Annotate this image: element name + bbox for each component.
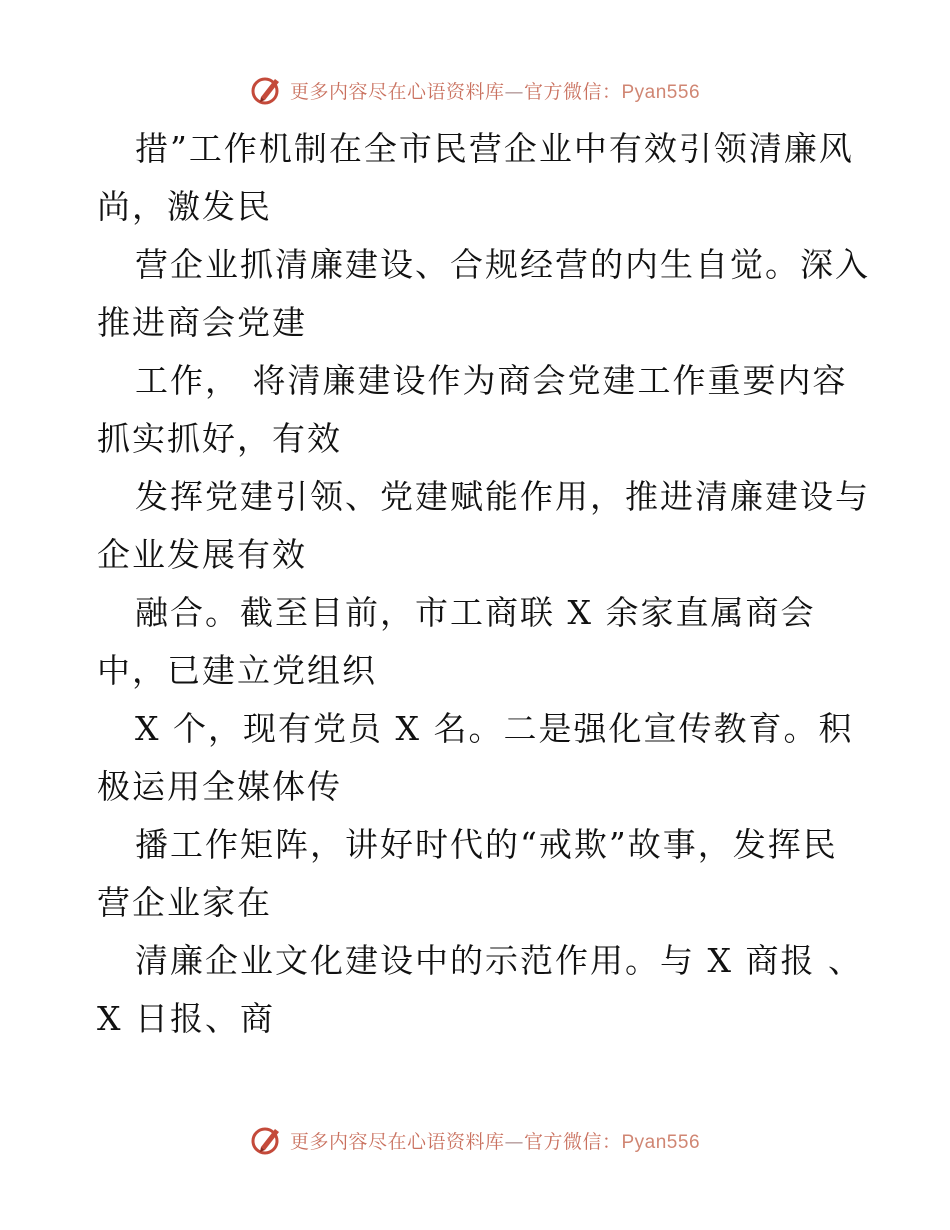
text-line: 融合。截至目前，市工商联 X 余家直属商会	[135, 593, 816, 632]
text-line: 营企业抓清廉建设、合规经营的内生自觉。深入	[135, 245, 870, 284]
text-line: 推进商会党建	[97, 303, 307, 342]
header-watermark	[0, 70, 950, 110]
text-line: 清廉企业文化建设中的示范作用。与 X 商报 、	[135, 941, 863, 980]
text-line: 发挥党建引领、党建赋能作用，推进清廉建设与	[135, 477, 870, 516]
pen-logo-icon	[250, 73, 284, 107]
watermark-text: 更多内容尽在心语资料库—官方微信：Pyan556	[289, 1130, 701, 1153]
text-line: 尚，激发民	[97, 187, 272, 226]
text-line: 工作， 将清廉建设作为商会党建工作重要内容	[135, 361, 848, 400]
watermark-text: 更多内容尽在心语资料库—官方微信：Pyan556	[289, 80, 701, 103]
text-line: 播工作矩阵，讲好时代的“戒欺”故事，发挥民	[135, 825, 838, 864]
text-line: X 日报、商	[97, 999, 275, 1038]
text-line: 营企业家在	[97, 883, 272, 922]
text-line: 极运用全媒体传	[97, 767, 342, 806]
document-body	[97, 120, 877, 1048]
text-line: 企业发展有效	[97, 535, 307, 574]
text-line: 措”工作机制在全市民营企业中有效引领清廉风	[135, 129, 854, 168]
text-line: 中，已建立党组织	[97, 651, 377, 690]
text-line: 抓实抓好，有效	[97, 419, 342, 458]
pen-logo-icon	[250, 1123, 284, 1157]
text-line: X 个，现有党员 X 名。二是强化宣传教育。积	[135, 709, 854, 748]
footer-watermark	[0, 1120, 950, 1160]
